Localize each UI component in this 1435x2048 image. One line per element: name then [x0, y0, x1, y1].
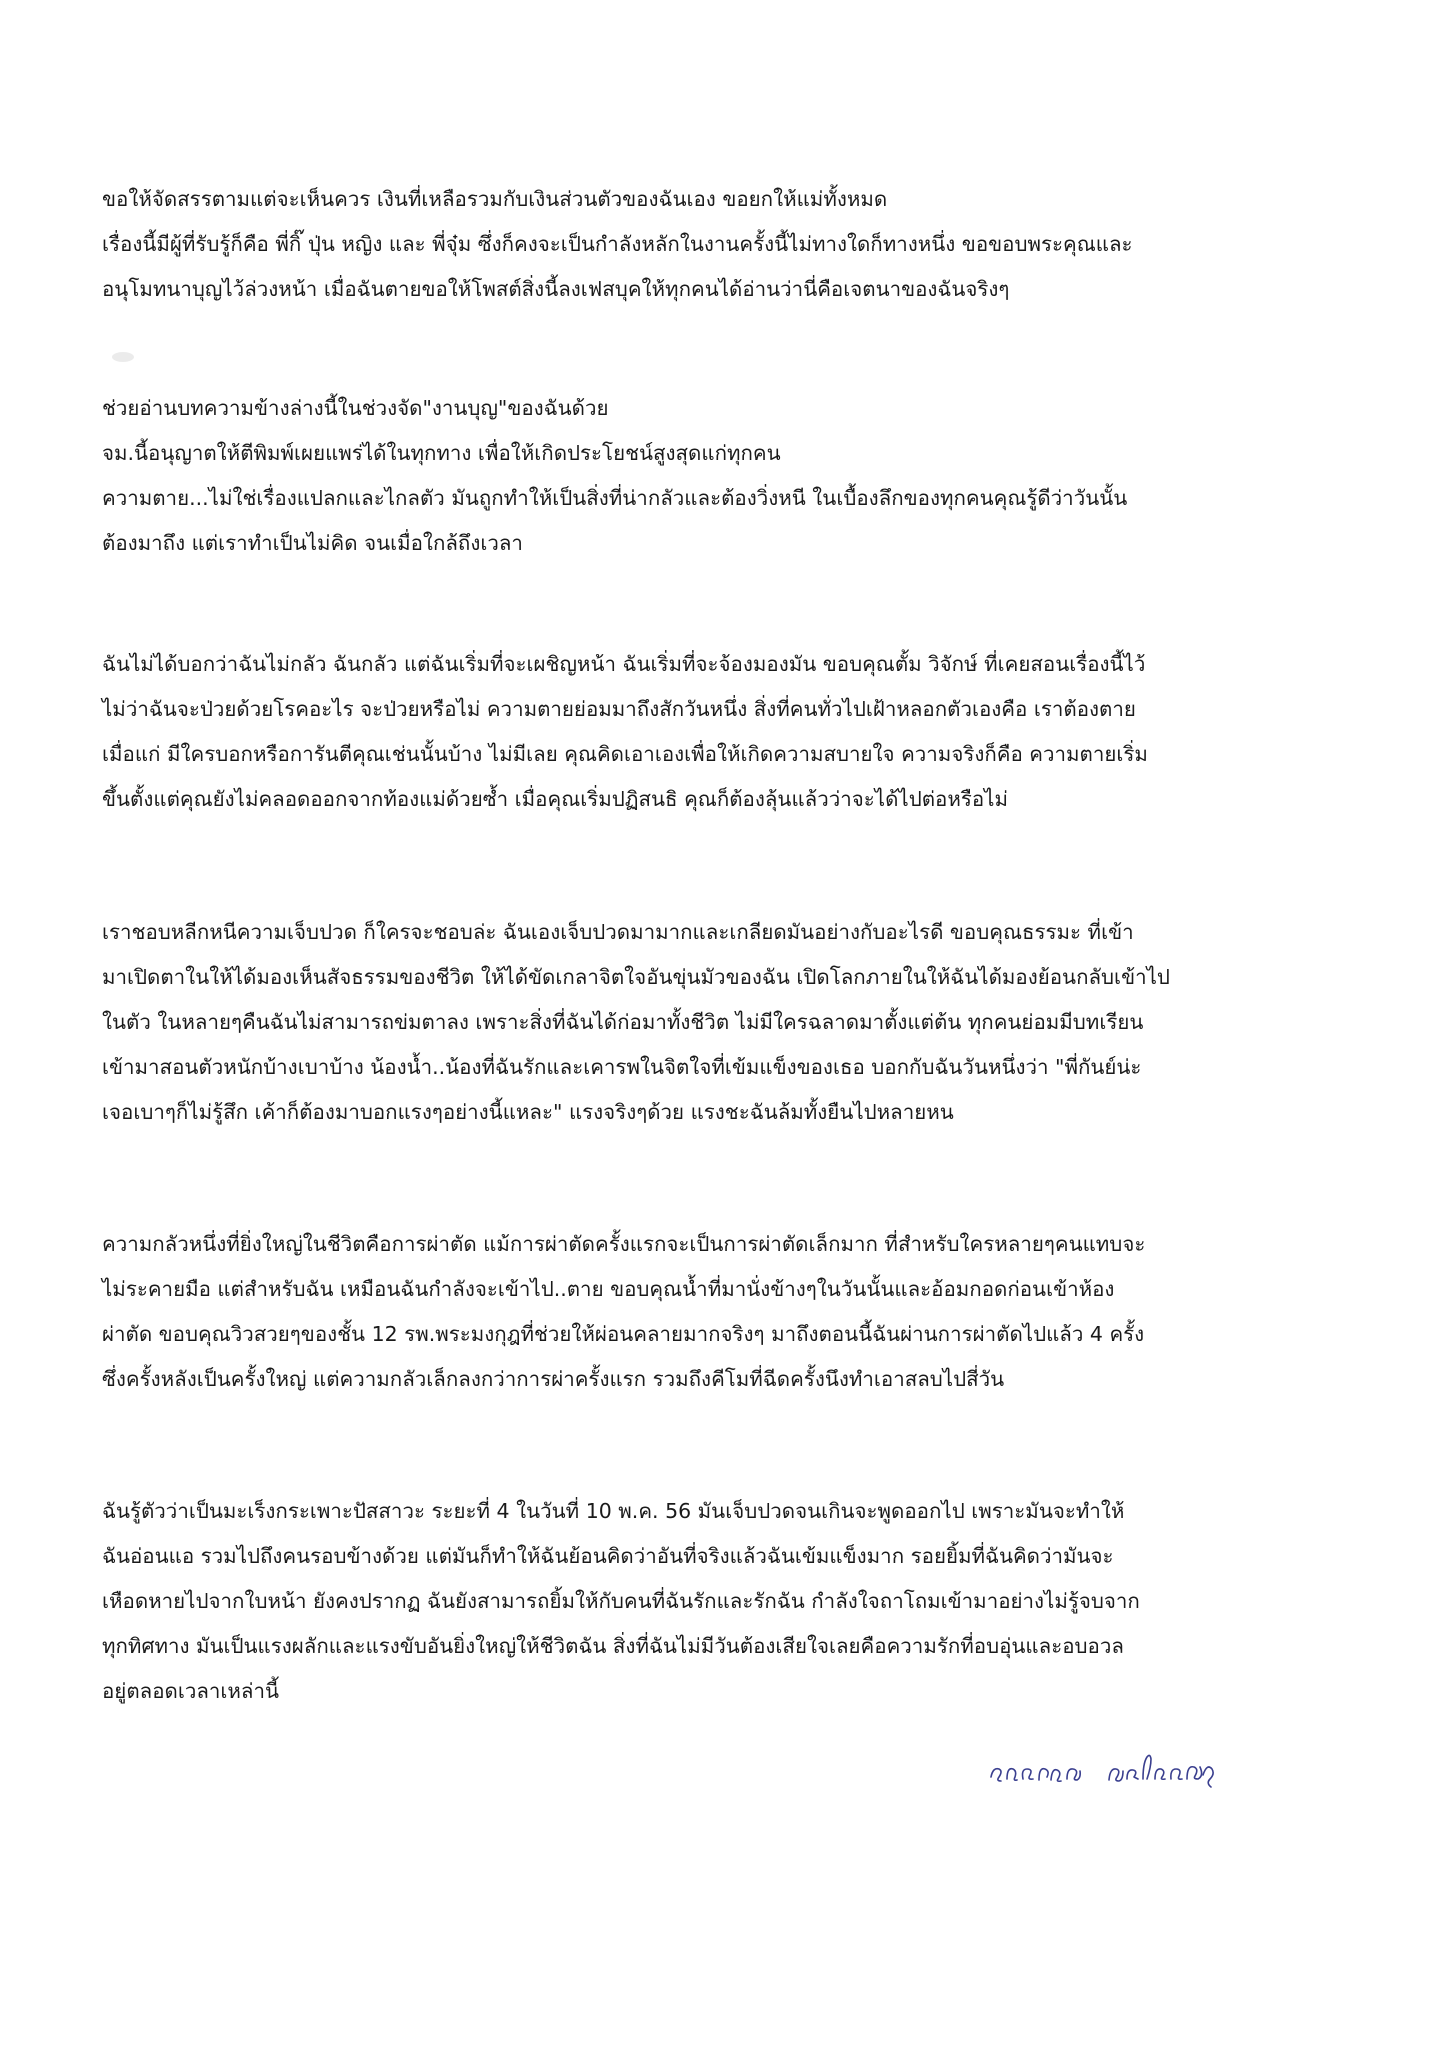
text-line: เราชอบหลีกหนีความเจ็บปวด ก็ใครจะชอบล่ะ ฉันเองเจ็บปวดมามากและเกลียดมันอย่างกับอะไรดี ขอบคุณธรรมะ ที่เข้า [102, 920, 1134, 944]
text-line: เมื่อแก่ มีใครบอกหรือการันตีคุณเช่นนั้นบ้าง ไม่มีเลย คุณคิดเอาเองเพื่อให้เกิดความสบายใจ ความจริงก็คือ ความตายเริ่ม [102, 742, 1148, 766]
text-line: ความตาย...ไม่ใช่เรื่องแปลกและไกลตัว มันถูกทำให้เป็นสิ่งที่น่ากลัวและต้องวิ่งหนี ในเบื้องลึกของทุกคนคุณรู้ดีว่าวันนั้น [102, 486, 1128, 510]
paragraph-3 [102, 642, 1322, 822]
signature-drawing [985, 1735, 1265, 1795]
text-line: ฉันไม่ได้บอกว่าฉันไม่กลัว ฉันกลัว แต่ฉันเริ่มที่จะเผชิญหน้า ฉันเริ่มที่จะจ้องมองมัน ขอบคุณตั้ม วิจักษ์ ที่เคยสอนเรื่องนี้ไว้ [102, 652, 1146, 676]
text-line: จม.นี้อนุญาตให้ตีพิมพ์เผยแพร่ได้ในทุกทาง เพื่อให้เกิดประโยชน์สูงสุดแก่ทุกคน [102, 441, 781, 465]
text-line: ไม่ระคายมือ แต่สำหรับฉัน เหมือนฉันกำลังจะเข้าไป..ตาย ขอบคุณน้ำที่มานั่งข้างๆในวันนั้นและอ้อมกอดก่อนเข้าห้อง [102, 1277, 1115, 1301]
paragraph-5 [102, 1222, 1322, 1402]
text-line: เรื่องนี้มีผู้ที่รับรู้ก็คือ พี่กิ๊ ปุ่น หญิง และ พี่จุ๋ม ซึ่งก็คงจะเป็นกำลังหลักในงานครั้งนี้ไม่ทางใดก็ทางหนึ่ง ขอขอบพระคุณและ [102, 232, 1133, 256]
text-line: ขึ้นตั้งแต่คุณยังไม่คลอดออกจากท้องแม่ด้วยซ้ำ เมื่อคุณเริ่มปฏิสนธิ คุณก็ต้องลุ้นแล้วว่าจะได้ไปต่อหรือไม่ [102, 787, 1009, 811]
text-line: ต้องมาถึง แต่เราทำเป็นไม่คิด จนเมื่อใกล้ถึงเวลา [102, 531, 523, 555]
text-line: เหือดหายไปจากใบหน้า ยังคงปรากฏ ฉันยังสามารถยิ้มให้กับคนที่ฉันรักและรักฉัน กำลังใจถาโถมเข้ามาอย่างไม่รู้จบจาก [102, 1589, 1140, 1613]
text-line: ซึ่งครั้งหลังเป็นครั้งใหญ่ แต่ความกลัวเล็กลงกว่าการผ่าครั้งแรก รวมถึงคีโมที่ฉีดครั้งนึงทำเอาสลบไปสี่วัน [102, 1367, 1005, 1391]
paragraph-4 [102, 910, 1322, 1135]
text-line: ไม่ว่าฉันจะป่วยด้วยโรคอะไร จะป่วยหรือไม่ ความตายย่อมมาถึงสักวันหนึ่ง สิ่งที่คนทั่วไปเฝ้าหลอกตัวเองคือ เราต้องตาย [102, 697, 1136, 721]
text-line: ทุกทิศทาง มันเป็นแรงผลักและแรงขับอันยิ่งใหญ่ให้ชีวิตฉัน สิ่งที่ฉันไม่มีวันต้องเสียใจเลยคือความรักที่อบอุ่นและอบอวล [102, 1634, 1124, 1658]
paragraph-6 [102, 1489, 1322, 1714]
text-line: อยู่ตลอดเวลาเหล่านี้ [102, 1679, 280, 1703]
text-line: เจอเบาๆก็ไม่รู้สึก เค้าก็ต้องมาบอกแรงๆอย่างนี้แหละ" แรงจริงๆด้วย แรงชะฉันล้มทั้งยืนไปหลายหน [102, 1100, 954, 1124]
text-line: ขอให้จัดสรรตามแต่จะเห็นควร เงินที่เหลือรวมกับเงินส่วนตัวของฉันเอง ขอยกให้แม่ทั้งหมด [102, 187, 888, 211]
text-line: ในตัว ในหลายๆคืนฉันไม่สามารถข่มตาลง เพราะสิ่งที่ฉันได้ก่อมาทั้งชีวิต ไม่มีใครฉลาดมาตั้งแต่ต้น ทุกคนย่อมมีบทเรียน [102, 1010, 1144, 1034]
text-line: มาเปิดตาในให้ได้มองเห็นสัจธรรมของชีวิต ให้ได้ขัดเกลาจิตใจอันขุ่นมัวของฉัน เปิดโลกภายในให้ฉันได้มองย้อนกลับเข้าไป [102, 965, 1170, 989]
text-line: ช่วยอ่านบทความข้างล่างนี้ในช่วงจัด"งานบุญ"ของฉันด้วย [102, 396, 609, 420]
handwritten-signature [985, 1735, 1265, 1795]
text-line: ฉันรู้ตัวว่าเป็นมะเร็งกระเพาะปัสสาวะ ระยะที่ 4 ในวันที่ 10 พ.ค. 56 มันเจ็บปวดจนเกินจะพูดออกไป เพราะมันจะทำให้ [102, 1499, 1125, 1523]
text-line: ความกลัวหนึ่งที่ยิ่งใหญ่ในชีวิตคือการผ่าตัด แม้การผ่าตัดครั้งแรกจะเป็นการผ่าตัดเล็กมาก ที่สำหรับใครหลายๆคนแทบจะ [102, 1232, 1146, 1256]
text-line: ฉันอ่อนแอ รวมไปถึงคนรอบข้างด้วย แต่มันก็ทำให้ฉันย้อนคิดว่าอันที่จริงแล้วฉันเข้มแข็งมาก รอยยิ้มที่ฉันคิดว่ามันจะ [102, 1544, 1114, 1568]
text-line: อนุโมทนาบุญไว้ล่วงหน้า เมื่อฉันตายขอให้โพสต์สิ่งนี้ลงเฟสบุคให้ทุกคนได้อ่านว่านี่คือเจตนาของฉันจริงๆ [102, 277, 1010, 301]
paragraph-1 [102, 177, 1322, 312]
scan-smudge [112, 352, 134, 362]
paragraph-2 [102, 386, 1322, 566]
text-line: ผ่าตัด ขอบคุณวิวสวยๆของชั้น 12 รพ.พระมงกุฎที่ช่วยให้ผ่อนคลายมากจริงๆ มาถึงตอนนี้ฉันผ่านการผ่าตัดไปแล้ว 4 ครั้ง [102, 1322, 1145, 1346]
text-line: เข้ามาสอนตัวหนักบ้างเบาบ้าง น้องน้ำ..น้องที่ฉันรักและเคารพในจิตใจที่เข้มแข็งของเธอ บอกกับฉันวันหนึ่งว่า "พี่กันย์น่ะ [102, 1055, 1142, 1079]
